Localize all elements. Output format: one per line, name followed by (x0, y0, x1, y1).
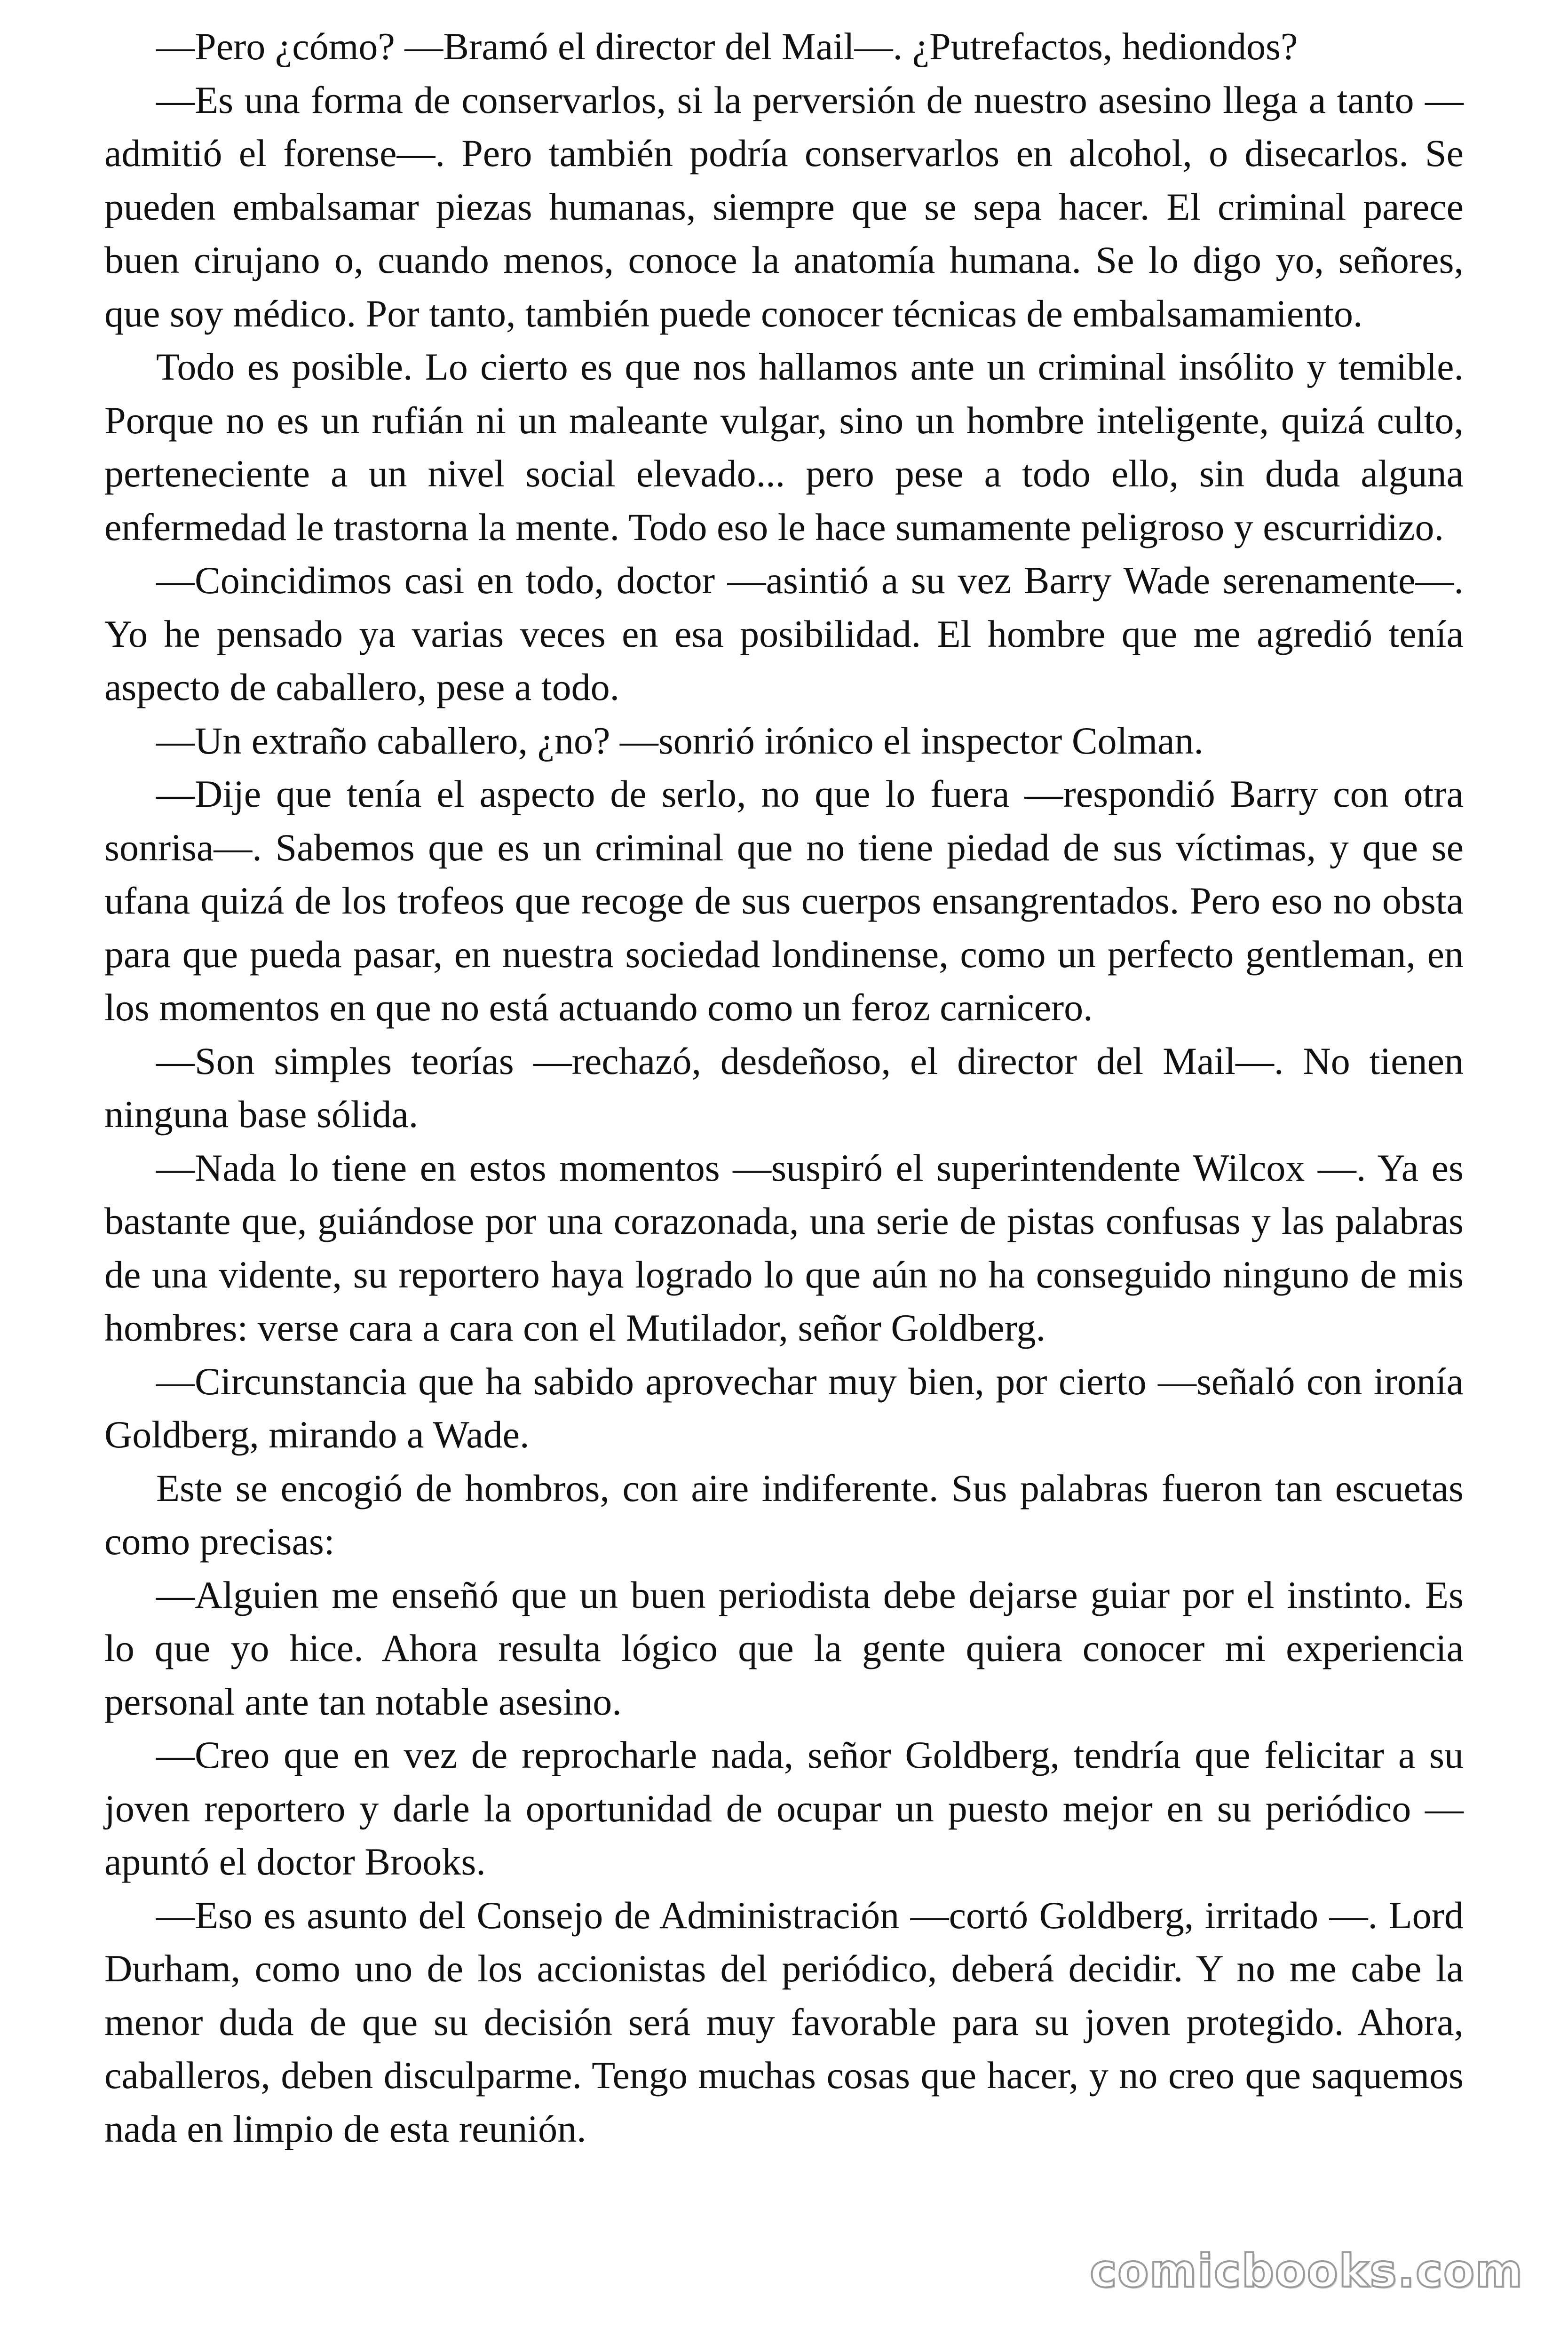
paragraph: —Dije que tenía el aspecto de serlo, no que lo fuera —respondió Barry con otra sonrisa—. Sabemos que es un criminal que no tiene piedad de sus víctimas, y que se ufana quizá de los trofeos que recoge de sus cuerpos ensangrentados. Pero eso no obsta para que pueda pasar, en nuestra sociedad londinense, como un perfecto gentleman, en los momentos en que no está actuando como un feroz carnicero. (104, 772, 1464, 1029)
paragraph: —Circunstancia que ha sabido aprovechar muy bien, por cierto —señaló con ironía Goldberg, mirando a Wade. (104, 1359, 1464, 1456)
body-text (104, 20, 1464, 2155)
paragraph: —Coincidimos casi en todo, doctor —asintió a su vez Barry Wade serenamente—. Yo he pensado ya varias veces en esa posibilidad. El hombre que me agredió tenía aspecto de caballero, pese a todo. (104, 559, 1464, 708)
paragraph: —Alguien me enseñó que un buen periodista debe dejarse guiar por el instinto. Es lo que yo hice. Ahora resulta lógico que la gente quiera conocer mi experiencia personal ante tan notable asesino. (104, 1573, 1464, 1723)
paragraph: —Nada lo tiene en estos momentos —suspiró el superintendente Wilcox —. Ya es bastante que, guiándose por una corazonada, una serie de pistas confusas y las palabras de una vidente, su reportero haya logrado lo que aún no ha conseguido ninguno de mis hombres: verse cara a cara con el Mutilador, señor Goldberg. (104, 1146, 1464, 1349)
paragraph: Todo es posible. Lo cierto es que nos hallamos ante un criminal insólito y temible. Porque no es un rufián ni un maleante vulgar, sino un hombre inteligente, quizá culto, perteneciente a un nivel social elevado... pero pese a todo ello, sin duda alguna enfermedad le trastorna la mente. Todo eso le hace sumamente peligroso y escurridizo. (104, 345, 1464, 548)
paragraph: —Un extraño caballero, ¿no? —sonrió irónico el inspector Colman. (156, 719, 1204, 762)
paragraph: Este se encogió de hombros, con aire indiferente. Sus palabras fueron tan escuetas como precisas: (104, 1466, 1464, 1563)
watermark-logo: comicbooks.com (1090, 2245, 1523, 2297)
paragraph: —Eso es asunto del Consejo de Administración —cortó Goldberg, irritado —. Lord Durham, como uno de los accionistas del periódico, deberá decidir. Y no me cabe la menor duda de que su decisión será muy favorable para su joven protegido. Ahora, caballeros, deben disculparme. Tengo muchas cosas que hacer, y no creo que saquemos nada en limpio de esta reunión. (104, 1893, 1464, 2150)
paragraph: —Pero ¿cómo? —Bramó el director del Mail—. ¿Putrefactos, hediondos? (156, 25, 1298, 68)
paragraph: —Creo que en vez de reprocharle nada, señor Goldberg, tendría que felicitar a su joven reportero y darle la oportunidad de ocupar un puesto mejor en su periódico —apuntó el doctor Brooks. (104, 1733, 1464, 1883)
paragraph: —Es una forma de conservarlos, si la perversión de nuestro asesino llega a tanto —admitió el forense—. Pero también podría conservarlos en alcohol, o disecarlos. Se pueden embalsamar piezas humanas, siempre que se sepa hacer. El criminal parece buen cirujano o, cuando menos, conoce la anatomía humana. Se lo digo yo, señores, que soy médico. Por tanto, también puede conocer técnicas de embalsamamiento. (104, 78, 1464, 335)
paragraph: —Son simples teorías —rechazó, desdeñoso, el director del Mail—. No tienen ninguna base sólida. (104, 1039, 1464, 1136)
